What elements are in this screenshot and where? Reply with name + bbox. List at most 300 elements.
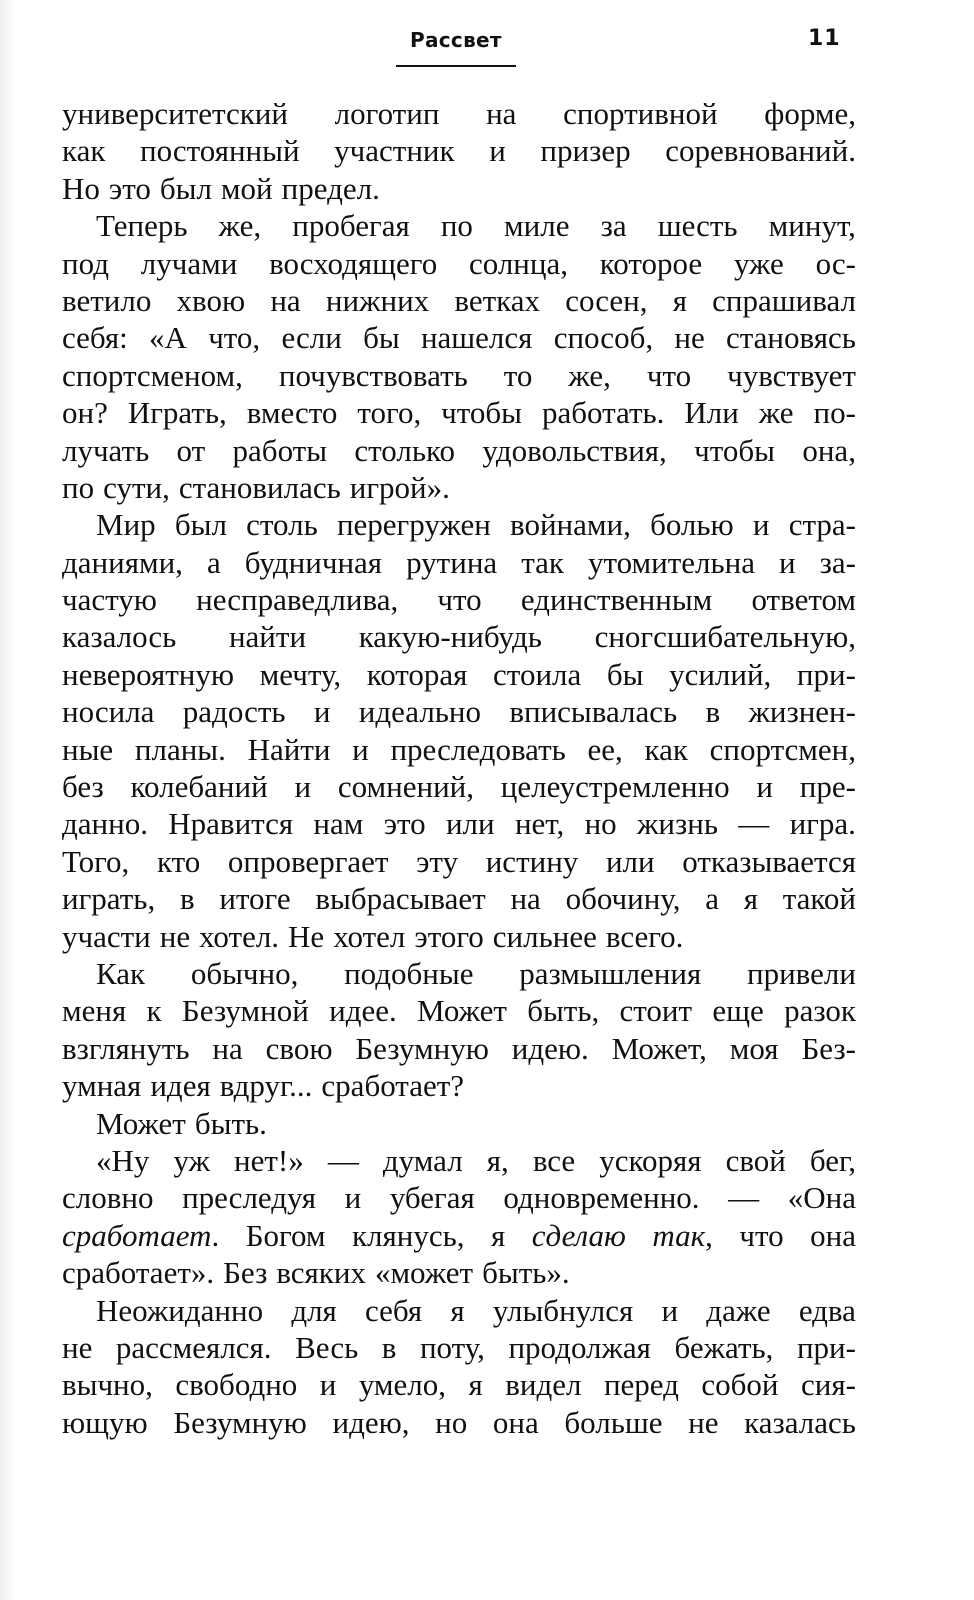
word: восходящего <box>269 245 438 281</box>
text-line <box>62 1179 856 1216</box>
word: взглянуть <box>62 1030 190 1066</box>
word: Нравится <box>168 806 294 842</box>
word: что <box>646 357 692 393</box>
word: преследовать <box>390 731 566 767</box>
word: Как <box>96 955 146 991</box>
word: всяких <box>276 1255 366 1291</box>
word: ющую <box>62 1404 148 1440</box>
word: и <box>756 769 773 805</box>
word: за <box>600 208 627 244</box>
header-rule <box>396 65 516 67</box>
word: сильнее <box>492 918 597 954</box>
word: словно <box>62 1180 154 1216</box>
word: Может, <box>611 1030 707 1066</box>
word: — <box>327 1142 359 1178</box>
word: форме, <box>764 96 856 131</box>
word: и <box>352 731 369 767</box>
word: и <box>779 544 796 580</box>
word: хотел. <box>199 918 280 954</box>
text-line <box>62 618 856 655</box>
word: клянусь, <box>351 1217 465 1253</box>
text-line-words <box>62 618 856 655</box>
word: логотип <box>334 96 440 131</box>
text-line-words <box>62 95 856 132</box>
word: спрашивал <box>712 282 856 318</box>
text-line <box>62 1254 856 1291</box>
text-line-words <box>62 319 856 356</box>
word: «А <box>149 320 187 356</box>
text-line-words <box>62 656 856 693</box>
word: на <box>212 1030 243 1066</box>
word: работы <box>232 432 328 468</box>
word: умело, <box>358 1367 447 1403</box>
text-line <box>62 282 856 319</box>
word: мой <box>220 170 273 206</box>
text-line <box>62 432 856 469</box>
word: собой <box>701 1367 779 1403</box>
word: обочину, <box>565 881 681 917</box>
word: солнца, <box>468 245 568 281</box>
word: что, <box>208 320 261 356</box>
word: Безумную <box>173 1404 307 1440</box>
word: так <box>521 544 564 580</box>
text-line <box>62 1067 856 1104</box>
text-line <box>62 1329 856 1366</box>
word: участник <box>334 133 455 169</box>
word: войнами, <box>510 507 631 543</box>
word: быть. <box>194 1105 267 1141</box>
word: она <box>810 1217 856 1253</box>
word: постоянный <box>140 133 300 169</box>
word: сработает». <box>62 1255 215 1291</box>
text-line-words <box>62 1366 856 1403</box>
running-head <box>396 22 856 72</box>
word: себя: <box>62 320 128 356</box>
word: этого <box>414 918 484 954</box>
word: планы. <box>134 731 226 767</box>
text-line <box>62 1105 856 1142</box>
word: не <box>159 918 191 954</box>
word: утомительна <box>587 544 756 580</box>
word: того, <box>357 395 422 431</box>
text-line <box>62 1030 856 1067</box>
word: ветило <box>62 282 152 318</box>
word: такой <box>782 881 856 917</box>
text-line <box>62 1292 856 1329</box>
word: ответом <box>751 582 856 618</box>
word: стра- <box>788 507 856 543</box>
word: вместо <box>246 395 338 431</box>
text-line-words <box>62 581 856 618</box>
word: же <box>758 395 794 431</box>
text-line-words <box>62 245 856 282</box>
word: же, <box>568 357 611 393</box>
word: Безумную <box>355 1030 489 1066</box>
word: размышления <box>519 955 702 991</box>
word: разок <box>784 993 856 1029</box>
word: по <box>440 208 473 244</box>
text-line-words <box>62 1067 856 1104</box>
word: сомнений, <box>337 769 474 805</box>
word: игрой». <box>349 469 450 505</box>
word: был <box>159 170 212 206</box>
word: соревнований. <box>665 133 856 169</box>
word: же, <box>218 208 262 244</box>
word: нет!» <box>234 1142 304 1178</box>
word: если <box>281 320 342 356</box>
word: быть». <box>482 1255 570 1291</box>
word: привели <box>746 955 856 991</box>
word: опровергает <box>227 843 389 879</box>
word: при- <box>796 1329 856 1365</box>
text-line-words <box>96 955 856 992</box>
word: колебаний <box>130 769 268 805</box>
word: лучать <box>62 432 150 468</box>
word: умная <box>62 1068 142 1104</box>
word: подобные <box>344 955 474 991</box>
word: миле <box>504 208 570 244</box>
word: сработает. <box>62 1217 220 1253</box>
word: под <box>62 245 109 281</box>
word: и <box>313 694 331 730</box>
word: жизнен- <box>748 694 856 730</box>
text-line-words <box>62 544 856 581</box>
text-line <box>62 544 856 581</box>
word: а <box>705 881 719 917</box>
word: итоге <box>219 881 291 917</box>
word: на <box>510 881 541 917</box>
word: видел <box>505 1367 582 1403</box>
word: найти <box>228 619 307 655</box>
word: быть, <box>527 993 600 1029</box>
word: сработает? <box>321 1068 465 1104</box>
word: бег, <box>809 1142 856 1178</box>
text-line <box>62 1366 856 1403</box>
word: а <box>206 544 221 580</box>
word: спортсменом, <box>62 357 243 393</box>
word: к <box>146 993 162 1029</box>
word: несправедлива, <box>196 582 399 618</box>
word: преследуя <box>182 1180 317 1216</box>
word: думал <box>382 1142 463 1178</box>
word: «может <box>374 1255 474 1291</box>
word: бы <box>363 320 400 356</box>
text-line-words <box>62 805 856 842</box>
text-line <box>62 992 856 1029</box>
word: что <box>437 582 482 618</box>
word: по <box>62 469 95 505</box>
word: я <box>491 1217 506 1253</box>
text-line-words <box>62 170 856 207</box>
word: больше <box>564 1404 663 1440</box>
word: Или <box>684 395 739 431</box>
word: Неожиданно <box>96 1292 264 1328</box>
word: столь <box>246 507 318 543</box>
word: одновременно. <box>503 1180 700 1216</box>
word: все <box>532 1142 576 1178</box>
text-line-words <box>62 1329 856 1366</box>
word: минут, <box>768 208 856 244</box>
word: спортсмен, <box>709 731 856 767</box>
word: и <box>319 1367 337 1403</box>
word: эту <box>416 843 459 879</box>
word: сосен, <box>565 282 648 318</box>
word: отказывается <box>682 843 856 879</box>
word: убегая <box>389 1180 475 1216</box>
word: вычно, <box>62 1367 153 1403</box>
word: то <box>503 357 533 393</box>
word: Но <box>62 170 100 206</box>
word: нижних <box>325 282 430 318</box>
word: я <box>743 881 758 917</box>
word: или <box>605 843 655 879</box>
word: призер <box>540 133 631 169</box>
word: обычно, <box>190 955 299 991</box>
word: Того, <box>62 843 130 879</box>
word: еще <box>712 993 764 1029</box>
word: без <box>62 769 104 805</box>
word: она, <box>802 432 856 468</box>
text-line <box>62 95 856 132</box>
word: даниями, <box>62 544 183 580</box>
word: был <box>174 507 227 543</box>
word: уж <box>173 1142 210 1178</box>
word: нашелся <box>420 320 533 356</box>
text-line-words <box>62 918 856 955</box>
word: рассмеялся. <box>115 1329 272 1365</box>
word: Может <box>96 1105 186 1141</box>
word: частую <box>62 582 157 618</box>
word: носила <box>62 694 155 730</box>
word: на <box>486 96 517 131</box>
text-line <box>62 918 856 955</box>
text-line <box>62 394 856 431</box>
word: — <box>728 1180 760 1216</box>
word: Может <box>417 993 507 1029</box>
word: становясь <box>725 320 856 356</box>
text-line <box>62 768 856 805</box>
text-line-words <box>96 1105 856 1142</box>
word: целеустремленно <box>500 769 730 805</box>
text-line-words <box>96 1292 856 1329</box>
word: в <box>179 881 195 917</box>
text-line <box>62 731 856 768</box>
word: бежать, <box>674 1329 774 1365</box>
word: хвою <box>176 282 246 318</box>
word: сногсшибательную, <box>594 619 856 655</box>
word: шесть <box>657 208 738 244</box>
word: казалось <box>62 619 177 655</box>
word: Богом <box>245 1217 326 1253</box>
text-line-words <box>62 1179 856 1216</box>
word: не <box>688 1404 719 1440</box>
text-line <box>62 469 856 506</box>
text-line-words <box>62 1030 856 1067</box>
word: перед <box>603 1367 679 1403</box>
word: как <box>62 133 106 169</box>
word: выбрасывает <box>315 881 486 917</box>
word: пре- <box>799 769 856 805</box>
word: Мир <box>96 507 156 543</box>
word: ее, <box>587 731 623 767</box>
text-line <box>62 581 856 618</box>
word: кто <box>156 843 201 879</box>
word: какую-нибудь <box>358 619 542 655</box>
word: «Она <box>787 1180 856 1216</box>
word: единственным <box>520 582 713 618</box>
word: и <box>294 769 312 805</box>
word: поту, <box>419 1329 485 1365</box>
word: нам <box>313 806 364 842</box>
word: идею. <box>511 1030 589 1066</box>
word: при- <box>796 656 856 692</box>
word: рутина <box>406 544 498 580</box>
word: себя <box>365 1292 423 1328</box>
word: даже <box>706 1292 771 1328</box>
text-line <box>62 319 856 356</box>
word: чтобы <box>694 432 775 468</box>
text-line <box>62 880 856 917</box>
text-line-words <box>62 768 856 805</box>
word: Теперь <box>96 208 188 244</box>
word: казалась <box>744 1404 856 1440</box>
word: столько <box>354 432 455 468</box>
word: перегружен <box>336 507 491 543</box>
word: я, <box>486 1142 509 1178</box>
word: я <box>672 282 687 318</box>
word: становилась <box>178 469 341 505</box>
text-line-words <box>62 731 856 768</box>
word: вписывалась <box>509 694 678 730</box>
word: ветках <box>454 282 540 318</box>
text-line <box>62 357 856 394</box>
word: как <box>644 731 688 767</box>
word: Найти <box>247 731 331 767</box>
text-line <box>62 245 856 282</box>
word: едва <box>798 1292 856 1328</box>
word: от <box>176 432 206 468</box>
word: и <box>661 1292 679 1328</box>
word: идея <box>150 1068 211 1104</box>
word: продолжая <box>508 1329 651 1365</box>
text-line-words <box>62 693 856 730</box>
word: невероятную <box>62 656 235 692</box>
word: так, <box>652 1217 713 1253</box>
text-line <box>62 955 856 992</box>
word: пробегая <box>292 208 410 244</box>
word: для <box>291 1292 337 1328</box>
word: ускоряя <box>599 1142 702 1178</box>
text-line-words <box>62 394 856 431</box>
word: Весь <box>295 1329 359 1365</box>
word: свободно <box>175 1367 298 1403</box>
text-line-words <box>62 469 856 506</box>
body-text <box>62 95 856 1441</box>
word: мечту, <box>259 656 342 692</box>
word: это <box>108 170 151 206</box>
word: болью <box>650 507 734 543</box>
word: способ, <box>553 320 654 356</box>
word: идеально <box>358 694 482 730</box>
word: не <box>674 320 705 356</box>
word: Безумной <box>181 993 309 1029</box>
text-line <box>62 207 856 244</box>
text-line <box>62 843 856 880</box>
text-line-words <box>62 1254 856 1291</box>
word: всего. <box>605 918 684 954</box>
word: «Ну <box>96 1142 150 1178</box>
word: улыбнулся <box>492 1292 634 1328</box>
word: чувствует <box>727 357 856 393</box>
word: почувствовать <box>278 357 468 393</box>
text-line <box>62 132 856 169</box>
word: лучами <box>140 245 238 281</box>
word: моя <box>729 1030 779 1066</box>
word: Играть, <box>127 395 227 431</box>
word: истину <box>485 843 579 879</box>
word: Не <box>288 918 325 954</box>
word: свою <box>265 1030 333 1066</box>
word: что <box>739 1217 784 1253</box>
text-line-words <box>62 432 856 469</box>
word: вдруг... <box>219 1068 313 1104</box>
word: но <box>584 806 617 842</box>
text-line <box>62 1142 856 1179</box>
word: Без <box>223 1255 268 1291</box>
word: чтобы <box>441 395 523 431</box>
word: хотел <box>333 918 406 954</box>
word: данно. <box>62 806 148 842</box>
text-line-words <box>62 357 856 394</box>
text-line-words <box>96 1142 856 1179</box>
word: и <box>752 507 770 543</box>
word: она <box>492 1404 539 1440</box>
word: или <box>445 806 495 842</box>
word: по- <box>813 395 856 431</box>
word: будничная <box>244 544 383 580</box>
text-line-words <box>62 132 856 169</box>
text-line <box>62 805 856 842</box>
text-line-words <box>62 843 856 880</box>
word: на <box>270 282 301 318</box>
word: идее. <box>329 993 397 1029</box>
text-line <box>62 1404 856 1441</box>
word: предел. <box>281 170 380 206</box>
text-line-words <box>62 880 856 917</box>
word: радость <box>182 694 286 730</box>
word: он? <box>62 395 108 431</box>
text-line-words <box>62 992 856 1029</box>
word: жизнь <box>636 806 718 842</box>
word: за- <box>819 544 856 580</box>
text-line <box>62 1217 856 1254</box>
word: стоит <box>619 993 693 1029</box>
word: университетский <box>62 96 288 131</box>
word: это <box>383 806 426 842</box>
text-line <box>62 656 856 693</box>
word: не <box>62 1329 93 1365</box>
word: меня <box>62 993 127 1029</box>
word: сия- <box>800 1367 856 1403</box>
word: нет, <box>514 806 565 842</box>
word: сути, <box>103 469 170 505</box>
word: в <box>705 694 721 730</box>
word: в <box>381 1329 397 1365</box>
word: и <box>489 133 506 169</box>
word: идею, <box>332 1404 410 1440</box>
word: игра. <box>789 806 856 842</box>
text-line <box>62 170 856 207</box>
